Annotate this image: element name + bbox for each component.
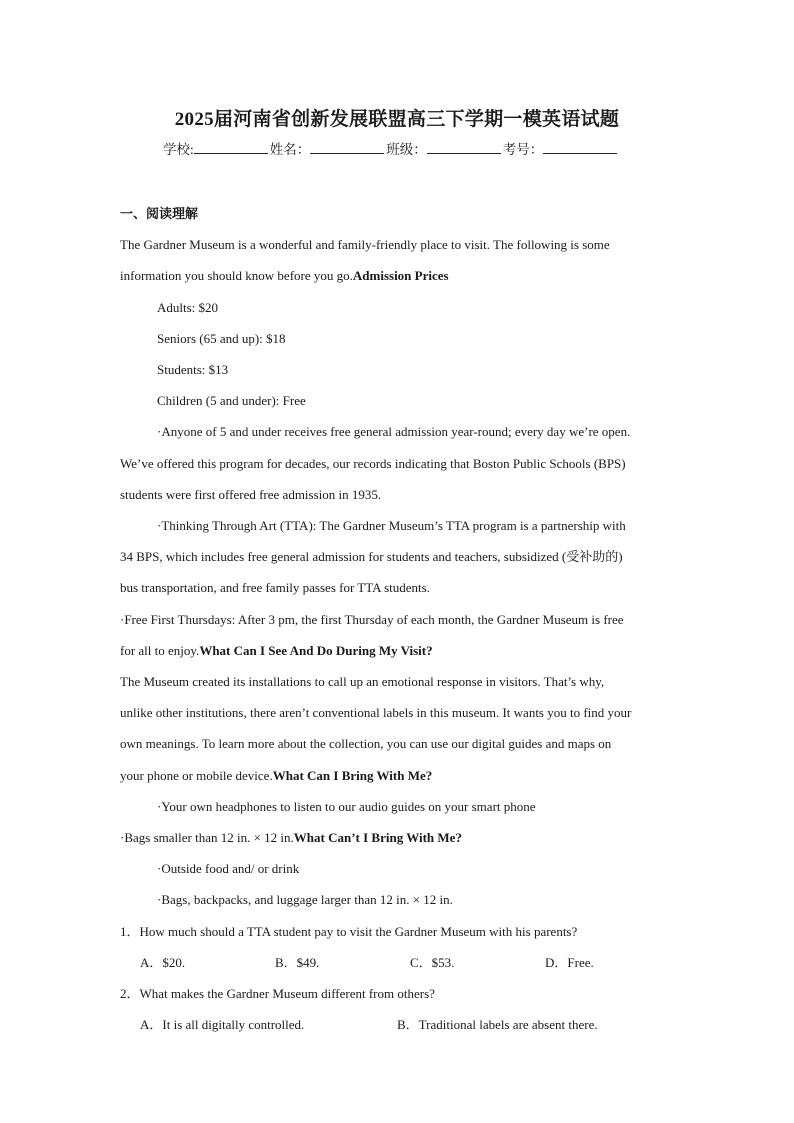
museum-line-3: own meanings. To learn more about the collection, you can use our digital guides and maps on xyxy=(120,736,612,752)
tta-line-3: bus transportation, and free family passes for TTA students. xyxy=(120,580,430,596)
question-1-option-a[interactable]: A．$20. xyxy=(140,954,186,970)
cant-bring-item-1: ·Outside food and/ or drink xyxy=(157,861,300,877)
question-1-option-c[interactable]: C．$53. xyxy=(410,954,455,970)
bring-heading: What Can I Bring With Me? xyxy=(272,767,433,783)
free-thursday-text-2: for all to enjoy. xyxy=(120,642,200,658)
school-blank xyxy=(194,141,268,154)
museum-line-1: The Museum created its installations to call up an emotional response in visitors. That’s why, xyxy=(120,674,605,690)
question-2-options xyxy=(120,1009,680,1040)
museum-line-2: unlike other institutions, there aren’t conventional labels in this museum. It wants you to find your xyxy=(120,705,632,721)
free-admission-line-2: We’ve offered this program for decades, our records indicating that Boston Public Schools (BPS) xyxy=(120,455,626,471)
free-admission-line-3: students were first offered free admission in 1935. xyxy=(120,486,382,502)
free-admission-line-1: ·Anyone of 5 and under receives free general admission year-round; every day we’re open. xyxy=(157,424,631,440)
id-label: 考号： xyxy=(502,142,544,157)
free-thursday-line-2 xyxy=(120,635,680,666)
price-seniors: Seniors (65 and up): $18 xyxy=(157,330,286,346)
page-title: 2025届河南省创新发展联盟高三下学期一模英语试题 xyxy=(174,109,620,130)
name-blank xyxy=(310,141,384,154)
price-students: Students: $13 xyxy=(157,362,229,378)
museum-text-4: your phone or mobile device. xyxy=(120,767,273,783)
question-2-option-b[interactable]: B．Traditional labels are absent there. xyxy=(397,1017,598,1033)
bring-item-1: ·Your own headphones to listen to our audio guides on your smart phone xyxy=(157,798,536,814)
tta-line-2: 34 BPS, which includes free general admission for students and teachers, subsidized (受补助的) xyxy=(120,549,623,565)
cant-bring-item-2: ·Bags, backpacks, and luggage larger than 12 in. × 12 in. xyxy=(157,892,453,908)
bring-item-2: ·Bags smaller than 12 in. × 12 in. xyxy=(120,830,294,846)
tta-line-1: ·Thinking Through Art (TTA): The Gardner Museum’s TTA program is a partnership with xyxy=(157,518,626,534)
bring-item-2-line xyxy=(120,822,680,853)
class-blank xyxy=(427,141,501,154)
price-adults: Adults: $20 xyxy=(157,299,219,315)
intro-line-2 xyxy=(120,260,680,291)
section-heading: 一、阅读理解 xyxy=(120,206,199,221)
free-thursday-line-1: ·Free First Thursdays: After 3 pm, the first Thursday of each month, the Gardner Museum is free xyxy=(120,611,624,627)
reading-content xyxy=(120,198,680,1040)
see-do-heading: What Can I See And Do During My Visit? xyxy=(199,642,433,658)
museum-line-4 xyxy=(120,760,680,791)
cant-bring-heading: What Can’t I Bring With Me? xyxy=(293,830,462,846)
question-2-stem: 2．What makes the Gardner Museum different from others? xyxy=(120,986,435,1002)
price-children: Children (5 and under): Free xyxy=(157,393,306,409)
student-info-row xyxy=(163,138,619,158)
class-label: 班级： xyxy=(386,142,427,157)
question-1-options xyxy=(120,947,680,978)
question-1-option-b[interactable]: B．$49. xyxy=(275,954,320,970)
id-blank xyxy=(543,141,617,154)
school-label: 学校: xyxy=(163,142,194,157)
intro-line-1: The Gardner Museum is a wonderful and family-friendly place to visit. The following is some xyxy=(120,237,610,253)
question-1-stem: 1．How much should a TTA student pay to visit the Gardner Museum with his parents? xyxy=(120,923,578,939)
name-label: 姓名： xyxy=(269,142,311,157)
question-2-option-a[interactable]: A．It is all digitally controlled. xyxy=(140,1017,305,1033)
question-1-option-d[interactable]: D．Free. xyxy=(545,954,594,970)
admission-heading: Admission Prices xyxy=(352,268,449,284)
intro-text-2: information you should know before you go. xyxy=(120,268,353,284)
